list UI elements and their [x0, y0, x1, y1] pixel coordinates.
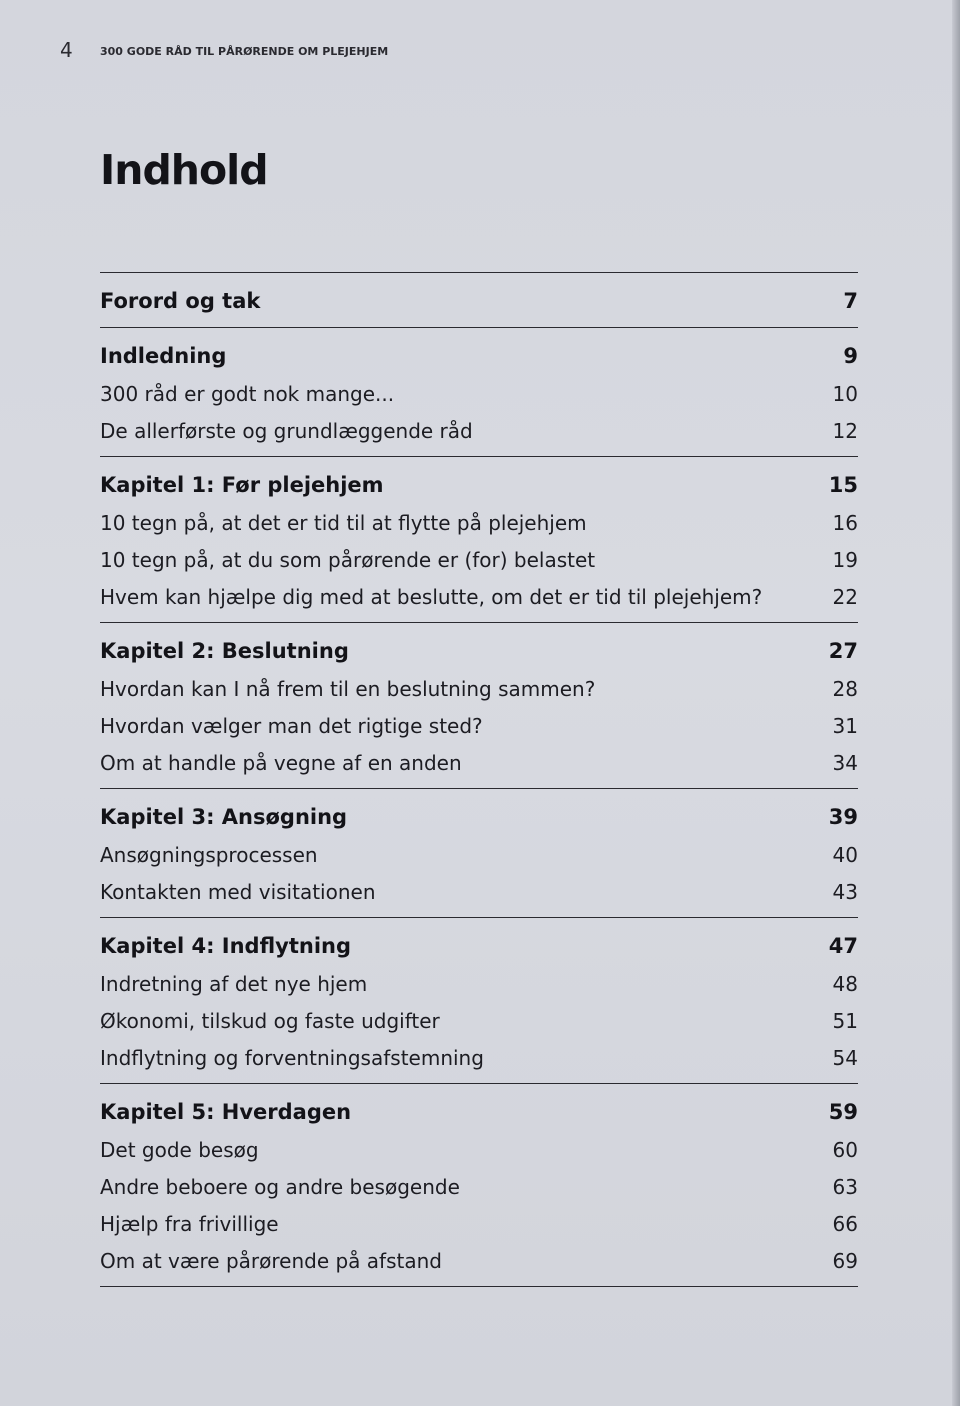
toc-chapter-page: 15 [828, 473, 858, 497]
running-head: 300 GODE RÅD TIL PÅRØRENDE OM PLEJEHJEM [100, 45, 389, 58]
toc-chapter-page: 27 [828, 639, 858, 663]
toc-entry-title: Hvem kan hjælpe dig med at beslutte, om det er tid til plejehjem? [100, 585, 763, 609]
toc-entry-row [100, 1206, 858, 1243]
toc-chapter-row [100, 465, 858, 505]
toc-chapter-title: Kapitel 1: Før plejehjem [100, 473, 384, 497]
toc-entry-row [100, 1169, 858, 1206]
toc-chapter-title: Kapitel 5: Hverdagen [100, 1100, 352, 1124]
toc-entry-row [100, 874, 858, 911]
toc-entry-row [100, 837, 858, 874]
toc-entry-page: 12 [832, 419, 858, 443]
toc-chapter-row [100, 1092, 858, 1132]
toc-entry-row [100, 1132, 858, 1169]
page-edge [952, 0, 960, 1406]
toc-chapter-row [100, 281, 858, 321]
toc-entry-row [100, 966, 858, 1003]
toc-entry-page: 69 [832, 1249, 858, 1273]
toc-entry-row [100, 1003, 858, 1040]
toc-entry-page: 48 [832, 972, 858, 996]
toc-entry-page: 51 [832, 1009, 858, 1033]
toc-entry-row [100, 708, 858, 745]
toc-chapter-row [100, 926, 858, 966]
toc-entry-title: Indretning af det nye hjem [100, 972, 368, 996]
toc-chapter-page: 47 [828, 934, 858, 958]
page-number: 4 [60, 38, 73, 62]
toc-chapter-page: 9 [843, 344, 858, 368]
toc-entry-title: 300 råd er godt nok mange... [100, 382, 395, 406]
toc-entry-row [100, 413, 858, 450]
toc-entry-row [100, 745, 858, 782]
toc-entry-title: Det gode besøg [100, 1138, 259, 1162]
toc-section [100, 917, 858, 1083]
toc-section [100, 327, 858, 456]
toc-entry-page: 31 [832, 714, 858, 738]
toc-entry-page: 54 [832, 1046, 858, 1070]
toc-entry-row [100, 542, 858, 579]
toc-section [100, 622, 858, 788]
toc-entry-page: 60 [832, 1138, 858, 1162]
table-of-contents [100, 272, 858, 1287]
toc-entry-page: 43 [832, 880, 858, 904]
toc-entry-page: 40 [832, 843, 858, 867]
toc-entry-title: Hvordan vælger man det rigtige sted? [100, 714, 483, 738]
toc-entry-page: 28 [832, 677, 858, 701]
toc-chapter-title: Kapitel 2: Beslutning [100, 639, 349, 663]
toc-entry-row [100, 671, 858, 708]
toc-entry-title: Andre beboere og andre besøgende [100, 1175, 460, 1199]
toc-entry-row [100, 376, 858, 413]
toc-entry-title: Økonomi, tilskud og faste udgifter [100, 1009, 440, 1033]
toc-chapter-row [100, 631, 858, 671]
toc-entry-title: Hjælp fra frivillige [100, 1212, 279, 1236]
toc-section [100, 456, 858, 622]
toc-entry-row [100, 579, 858, 616]
toc-entry-title: 10 tegn på, at det er tid til at flytte på plejehjem [100, 511, 587, 535]
toc-entry-title: Ansøgningsprocessen [100, 843, 318, 867]
page-title: Indhold [100, 146, 268, 194]
toc-entry-row [100, 1243, 858, 1280]
toc-entry-row [100, 1040, 858, 1077]
toc-entry-title: De allerførste og grundlæggende råd [100, 419, 473, 443]
toc-entry-title: Indflytning og forventningsafstemning [100, 1046, 484, 1070]
toc-entry-page: 63 [832, 1175, 858, 1199]
toc-entry-page: 19 [832, 548, 858, 572]
toc-entry-title: 10 tegn på, at du som pårørende er (for) belastet [100, 548, 596, 572]
toc-chapter-title: Kapitel 3: Ansøgning [100, 805, 348, 829]
toc-entry-title: Kontakten med visitationen [100, 880, 376, 904]
toc-chapter-page: 59 [828, 1100, 858, 1124]
toc-entry-title: Hvordan kan I nå frem til en beslutning sammen? [100, 677, 596, 701]
toc-section [100, 272, 858, 327]
toc-chapter-row [100, 797, 858, 837]
toc-chapter-title: Forord og tak [100, 289, 261, 313]
toc-chapter-page: 7 [843, 289, 858, 313]
toc-section [100, 788, 858, 917]
toc-entry-page: 34 [832, 751, 858, 775]
toc-section [100, 1083, 858, 1287]
toc-entry-row [100, 505, 858, 542]
toc-entry-page: 16 [832, 511, 858, 535]
toc-entry-page: 66 [832, 1212, 858, 1236]
toc-chapter-title: Indledning [100, 344, 227, 368]
toc-entry-page: 22 [832, 585, 858, 609]
toc-chapter-row [100, 336, 858, 376]
toc-entry-page: 10 [832, 382, 858, 406]
toc-chapter-title: Kapitel 4: Indflytning [100, 934, 352, 958]
toc-chapter-page: 39 [828, 805, 858, 829]
toc-entry-title: Om at være pårørende på afstand [100, 1249, 442, 1273]
toc-entry-title: Om at handle på vegne af en anden [100, 751, 462, 775]
